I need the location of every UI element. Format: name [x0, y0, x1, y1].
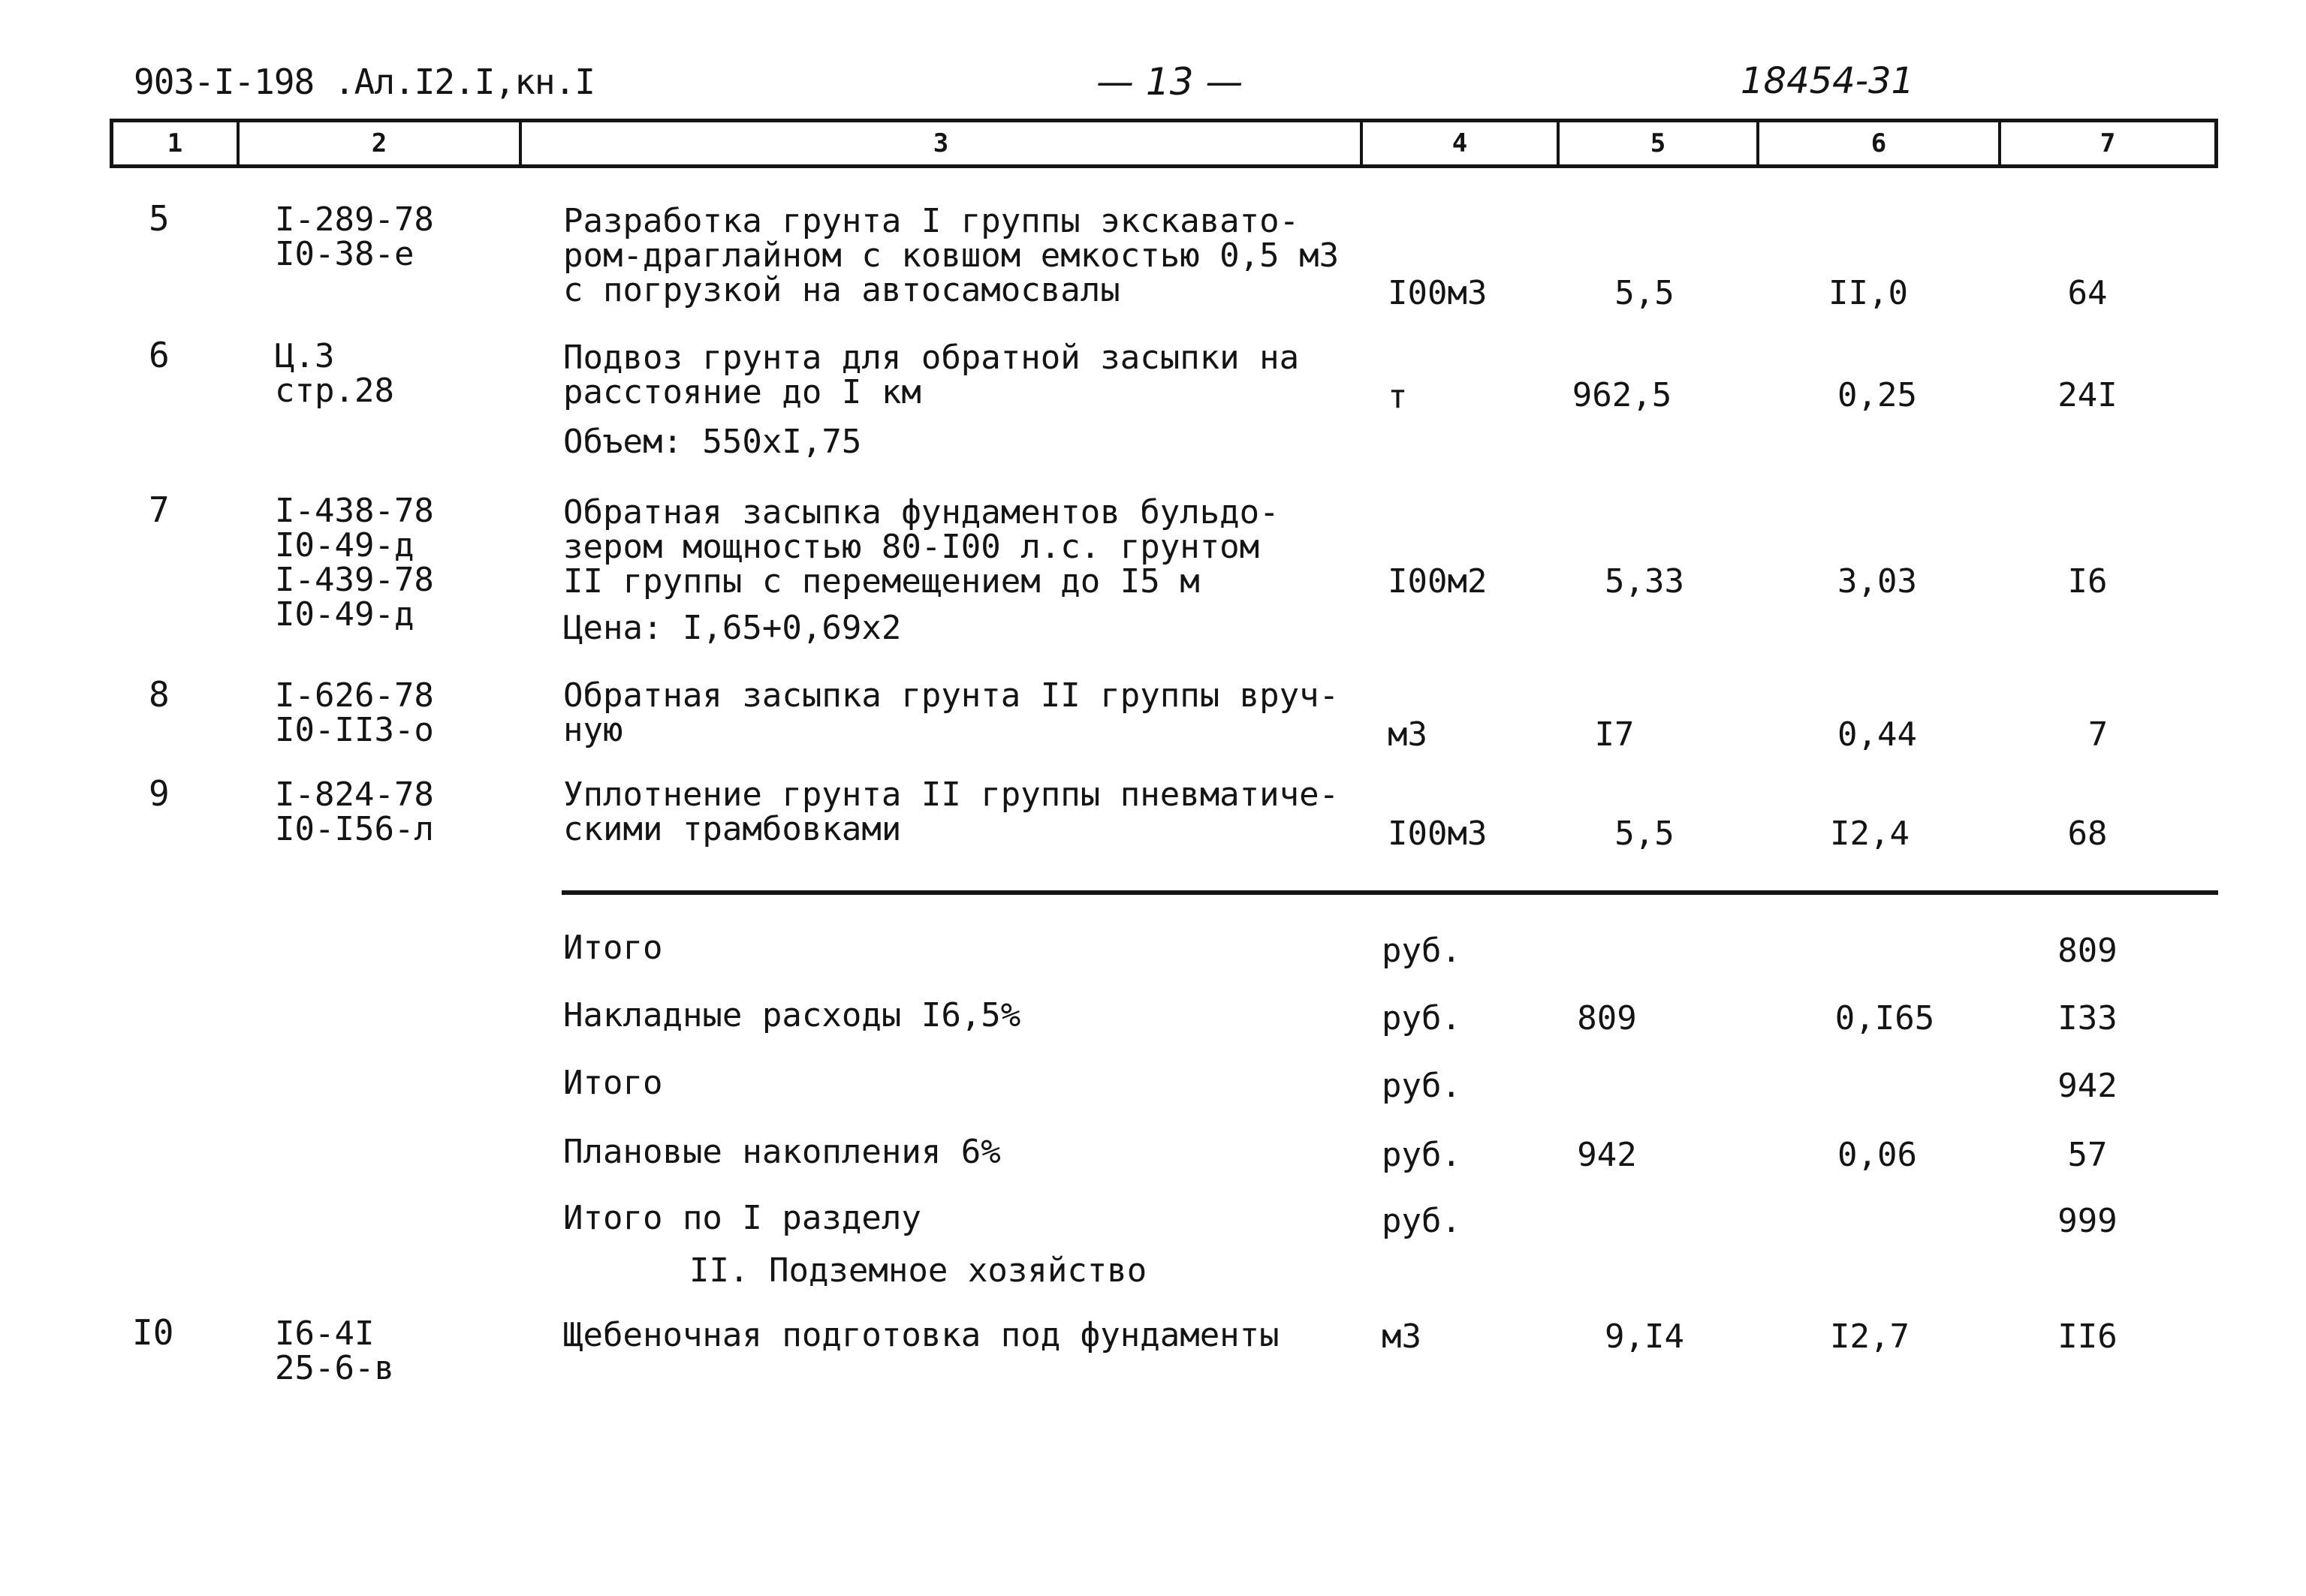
norm-code: I-824-78 I0-I56-л — [275, 775, 434, 848]
quantity: 962,5 — [1572, 376, 1672, 414]
total-cost: I33 — [2057, 999, 2118, 1037]
summary-label: Накладные расходы I6,5% — [563, 996, 1021, 1034]
total-cost: 942 — [2057, 1067, 2118, 1105]
quantity: 5,5 — [1614, 815, 1674, 853]
unit: руб. — [1382, 932, 1461, 970]
unit-price: 0,25 — [1837, 376, 1917, 414]
column-number: 4 — [1360, 122, 1557, 164]
document-code: 903-I-198 .Ал.I2.I,кн.I — [134, 62, 595, 102]
unit: руб. — [1382, 999, 1461, 1037]
norm-code: Ц.3 стр.28 — [275, 337, 394, 410]
calculation-note: Объем: 550хI,75 — [563, 423, 862, 461]
column-number: 2 — [237, 122, 519, 164]
work-description: Подвоз грунта для обратной засыпки на расстояние до I км — [563, 339, 1300, 411]
column-number: 3 — [519, 122, 1360, 164]
row-number: I0 — [132, 1312, 174, 1353]
column-number: 5 — [1557, 122, 1756, 164]
total-cost: 809 — [2057, 932, 2118, 970]
total-cost: 24I — [2057, 376, 2118, 414]
unit: I00м3 — [1388, 274, 1488, 312]
unit: I00м2 — [1388, 562, 1488, 601]
unit: т — [1388, 378, 1408, 416]
work-description: Обратная засыпка грунта II группы вруч- ную — [563, 676, 1340, 749]
unit: I00м3 — [1388, 815, 1488, 853]
total-cost: 57 — [2067, 1136, 2108, 1174]
row-number: 7 — [149, 489, 170, 530]
unit-price: I2,7 — [1830, 1317, 1910, 1356]
column-number: 7 — [1998, 122, 2214, 164]
norm-code: I-626-78 I0-II3-о — [275, 676, 434, 749]
norm-code: I6-4I 25-6-в — [275, 1314, 394, 1387]
row-number: 9 — [149, 773, 170, 814]
quantity: I7 — [1594, 715, 1635, 754]
norm-code: I-289-78 I0-38-е — [275, 200, 434, 273]
unit: руб. — [1382, 1067, 1461, 1105]
quantity: 5,33 — [1605, 562, 1684, 601]
unit-price: II,0 — [1828, 274, 1908, 312]
quantity: 9,I4 — [1605, 1317, 1684, 1356]
page-number: — 13 — — [1096, 60, 1243, 104]
quantity: 5,5 — [1614, 274, 1674, 312]
unit: м3 — [1382, 1317, 1421, 1356]
quantity: 809 — [1577, 999, 1637, 1037]
total-cost: 999 — [2057, 1202, 2118, 1240]
work-description: Обратная засыпка фундаментов бульдо- зером мощностью 80-I00 л.с. грунтом II группы с перемещением до I5 м — [563, 493, 1280, 601]
unit-price: 0,06 — [1837, 1136, 1917, 1174]
unit: м3 — [1388, 715, 1427, 754]
work-description: Уплотнение грунта II группы пневматиче- скими трамбовками — [563, 775, 1340, 848]
archive-number: 18454-31 — [1741, 60, 1915, 102]
norm-code: I-438-78 I0-49-д I-439-78 I0-49-д — [275, 492, 434, 634]
work-description: Разработка грунта I группы экскавато- ром-драглайном с ковшом емкостью 0,5 м3 с погрузкой на автосамосвалы — [563, 202, 1340, 309]
column-number: 6 — [1756, 122, 1998, 164]
row-number: 5 — [149, 198, 170, 239]
total-cost: I6 — [2067, 562, 2108, 601]
summary-label: Плановые накопления 6% — [563, 1133, 1001, 1171]
summary-divider — [562, 890, 2218, 895]
total-cost: 7 — [2087, 715, 2109, 754]
total-cost: 64 — [2067, 274, 2108, 312]
quantity: 942 — [1577, 1136, 1637, 1174]
column-number-header — [110, 119, 2218, 168]
unit-price: 3,03 — [1837, 562, 1917, 601]
unit: руб. — [1382, 1202, 1461, 1240]
summary-label: Итого — [563, 929, 663, 967]
summary-label: Итого — [563, 1064, 663, 1102]
column-number: 1 — [167, 128, 183, 158]
calculation-note: Цена: I,65+0,69х2 — [563, 609, 902, 647]
unit-price: 0,44 — [1837, 715, 1917, 754]
unit-price: 0,I65 — [1834, 999, 1935, 1037]
section-title: II. Подземное хозяйство — [689, 1251, 1147, 1290]
work-description: Щебеночная подготовка под фундаменты — [563, 1316, 1280, 1354]
total-cost: II6 — [2057, 1317, 2118, 1356]
total-cost: 68 — [2067, 815, 2108, 853]
row-number: 8 — [149, 674, 170, 715]
row-number: 6 — [149, 335, 170, 375]
summary-label: Итого по I разделу — [563, 1199, 921, 1237]
unit-price: I2,4 — [1830, 815, 1910, 853]
unit: руб. — [1382, 1136, 1461, 1174]
